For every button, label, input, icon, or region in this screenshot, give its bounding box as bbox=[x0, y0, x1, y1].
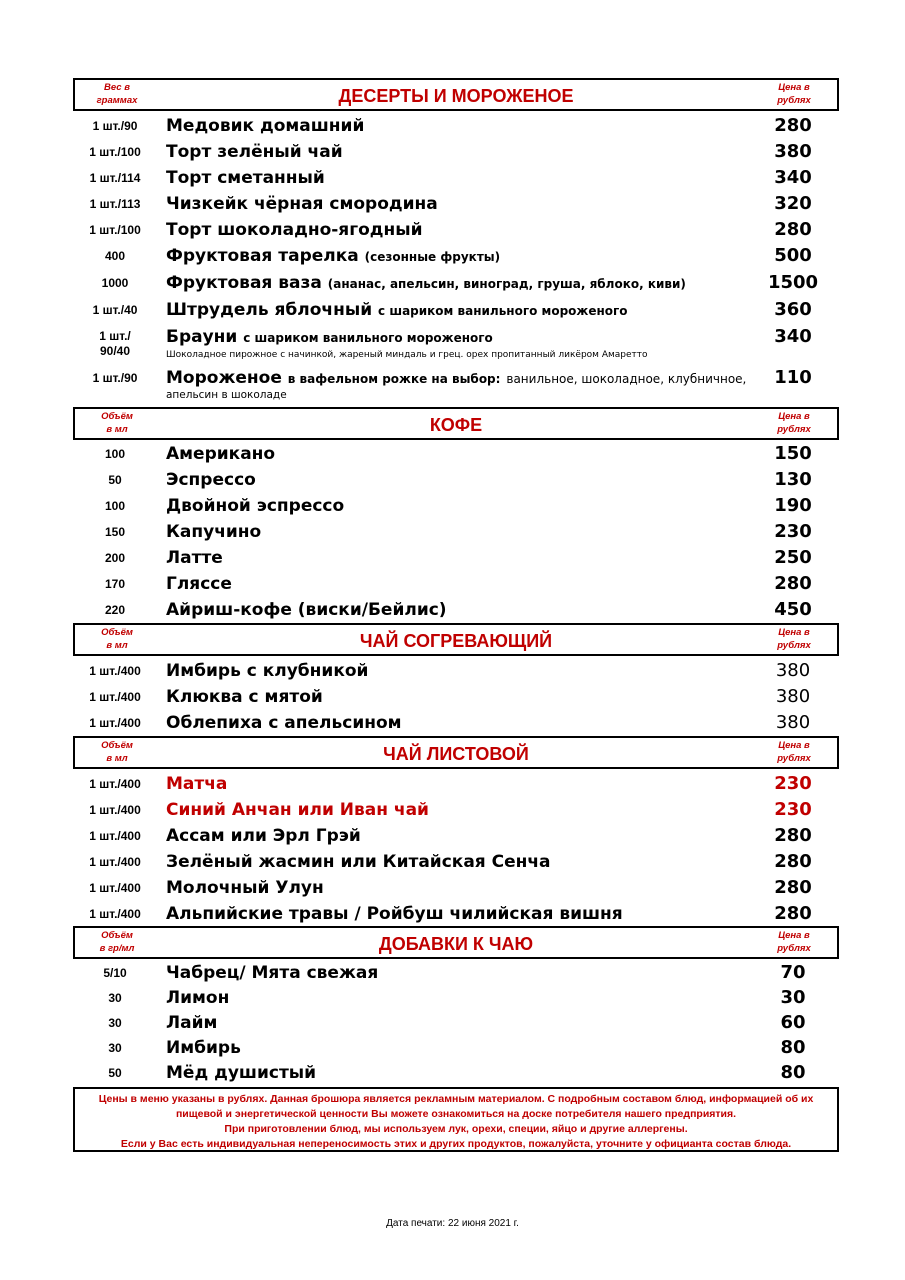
item-name bbox=[166, 1037, 766, 1059]
item-name-text: Лимон bbox=[166, 988, 230, 1008]
weight-column-header-line: Объём bbox=[101, 930, 133, 941]
item-price: 450 bbox=[774, 599, 812, 620]
item-portion: 200 bbox=[104, 551, 126, 565]
item-name bbox=[166, 495, 766, 517]
item-name bbox=[166, 141, 766, 163]
item-name bbox=[166, 443, 766, 465]
price-column-header-line: Цена в bbox=[778, 930, 810, 941]
item-name-text: Торт шоколадно-ягодный bbox=[166, 220, 423, 240]
item-portion: 1 шт./90 bbox=[92, 371, 138, 385]
item-name bbox=[166, 326, 766, 349]
item-name bbox=[166, 1062, 766, 1084]
weight-column-header bbox=[85, 410, 149, 436]
item-portion: 1 шт./114 bbox=[89, 171, 141, 185]
section-header bbox=[73, 736, 839, 769]
item-name-text: Штрудель яблочный bbox=[166, 300, 373, 320]
item-name-text: Чабрец/ Мята свежая bbox=[166, 963, 379, 983]
item-portion: 1 шт./400 bbox=[89, 716, 141, 730]
price-column-header bbox=[762, 410, 826, 436]
item-price: 60 bbox=[780, 1012, 806, 1033]
weight-column-header-line: Объём bbox=[101, 411, 133, 422]
weight-column-header-line: в мл bbox=[106, 424, 128, 435]
print-date: Дата печати: 22 июня 2021 г. bbox=[386, 1218, 519, 1229]
weight-column-header-line: в гр/мл bbox=[99, 943, 135, 954]
item-portion: 1 шт./400 bbox=[89, 855, 141, 869]
item-name-text: Матча bbox=[166, 774, 228, 794]
item-note: с шариком ванильного мороженого bbox=[378, 304, 628, 318]
item-name bbox=[166, 660, 766, 682]
price-column-header-line: Цена в bbox=[778, 627, 810, 638]
item-portion: 1 шт./40 bbox=[92, 303, 138, 317]
item-name-text: Молочный Улун bbox=[166, 878, 324, 898]
item-portion: 1 шт./113 bbox=[89, 197, 141, 211]
item-price: 280 bbox=[774, 219, 812, 240]
item-price: 280 bbox=[774, 903, 812, 924]
item-name bbox=[166, 962, 766, 984]
weight-column-header bbox=[85, 81, 149, 107]
item-price: 30 bbox=[780, 987, 806, 1008]
item-name bbox=[166, 167, 766, 189]
weight-column-header-line: Объём bbox=[101, 740, 133, 751]
item-note-options: ванильное, шоколадное, клубничное, bbox=[506, 372, 747, 386]
item-name bbox=[166, 903, 766, 925]
item-price: 130 bbox=[774, 469, 812, 490]
item-name bbox=[166, 686, 766, 708]
item-price: 80 bbox=[780, 1037, 806, 1058]
item-name bbox=[166, 851, 766, 873]
item-note: (сезонные фрукты) bbox=[364, 250, 501, 264]
item-portion: 1 шт./400 bbox=[89, 777, 141, 791]
weight-column-header-line: в мл bbox=[106, 753, 128, 764]
section-title: ЧАЙ СОГРЕВАЮЩИЙ bbox=[359, 631, 553, 651]
item-name-text: Альпийские травы / Ройбуш чилийская вишня bbox=[166, 904, 623, 924]
item-name bbox=[166, 299, 766, 322]
item-portion: 1 шт./400 bbox=[89, 690, 141, 704]
item-description: Шоколадное пирожное с начинкой, жареный миндаль и грец. орех пропитанный ликёром Амаретто bbox=[166, 350, 648, 360]
item-portion: 50 bbox=[108, 1066, 122, 1080]
item-price: 150 bbox=[774, 443, 812, 464]
item-name-text: Эспрессо bbox=[166, 470, 256, 490]
section-header bbox=[73, 623, 839, 656]
item-portion: 150 bbox=[104, 525, 126, 539]
weight-column-header bbox=[85, 929, 149, 955]
item-name bbox=[166, 773, 766, 795]
price-column-header bbox=[762, 626, 826, 652]
item-portion: 1 шт./400 bbox=[89, 907, 141, 921]
item-name-text: Облепиха с апельсином bbox=[166, 713, 402, 733]
item-name-text: Капучино bbox=[166, 522, 262, 542]
item-name bbox=[166, 245, 766, 268]
item-price: 280 bbox=[774, 115, 812, 136]
item-name-text: Зелёный жасмин или Китайская Сенча bbox=[166, 852, 551, 872]
item-name-text: Имбирь с клубникой bbox=[166, 661, 369, 681]
weight-column-header bbox=[85, 626, 149, 652]
price-column-header bbox=[762, 739, 826, 765]
item-note: в вафельном рожке на выбор: bbox=[287, 372, 501, 386]
section-header bbox=[73, 407, 839, 440]
price-column-header-line: Цена в bbox=[778, 740, 810, 751]
item-price: 230 bbox=[774, 799, 812, 820]
item-price: 110 bbox=[774, 367, 812, 388]
section-header bbox=[73, 926, 839, 959]
item-name bbox=[166, 573, 766, 595]
section-title: ДЕСЕРТЫ И МОРОЖЕНОЕ bbox=[338, 86, 574, 106]
price-column-header-line: рублях bbox=[777, 753, 811, 764]
item-name bbox=[166, 799, 766, 821]
item-portion: 1 шт./400 bbox=[89, 829, 141, 843]
item-name bbox=[166, 193, 766, 215]
section-title: ЧАЙ ЛИСТОВОЙ bbox=[383, 744, 529, 764]
item-name-text: Латте bbox=[166, 548, 223, 568]
item-name-text: Клюква с мятой bbox=[166, 687, 323, 707]
item-name-text: Синий Анчан или Иван чай bbox=[166, 800, 429, 820]
item-name bbox=[166, 219, 766, 241]
item-name-text: Чизкейк чёрная смородина bbox=[166, 194, 438, 214]
item-portion: 30 bbox=[108, 991, 122, 1005]
item-name-text: Торт сметанный bbox=[166, 168, 325, 188]
item-name bbox=[166, 825, 766, 847]
item-portion: 50 bbox=[108, 473, 122, 487]
item-note: с шариком ванильного мороженого bbox=[243, 331, 493, 345]
notice-line: При приготовлении блюд, мы используем лук, орехи, специи, яйцо и другие аллергены. bbox=[224, 1123, 688, 1135]
item-name-text: Американо bbox=[166, 444, 276, 464]
item-portion: 400 bbox=[104, 249, 126, 263]
item-portion: 30 bbox=[108, 1016, 122, 1030]
item-price: 280 bbox=[774, 825, 812, 846]
weight-column-header-line: Вес в bbox=[104, 82, 130, 93]
weight-column-header-line: в мл bbox=[106, 640, 128, 651]
item-name-text: Брауни bbox=[166, 327, 238, 347]
item-name bbox=[166, 1012, 766, 1034]
item-description: апельсин в шоколаде bbox=[166, 389, 287, 401]
item-portion: 100 bbox=[104, 499, 126, 513]
item-name bbox=[166, 469, 766, 491]
item-name bbox=[166, 272, 766, 295]
item-name bbox=[166, 599, 766, 621]
price-column-header-line: рублях bbox=[777, 640, 811, 651]
item-price: 380 bbox=[775, 660, 811, 681]
item-price: 280 bbox=[774, 851, 812, 872]
item-portion: 5/10 bbox=[103, 966, 127, 980]
price-column-header bbox=[762, 81, 826, 107]
item-price: 280 bbox=[774, 877, 812, 898]
item-name bbox=[166, 521, 766, 543]
item-portion: 170 bbox=[104, 577, 126, 591]
item-portion-line: 1 шт./ bbox=[99, 329, 131, 343]
price-column-header-line: Цена в bbox=[778, 411, 810, 422]
weight-column-header bbox=[85, 739, 149, 765]
section-header bbox=[73, 78, 839, 111]
price-column-header-line: рублях bbox=[777, 424, 811, 435]
item-name-text: Медовик домашний bbox=[166, 116, 365, 136]
notice-line: Если у Вас есть индивидуальная непереносимость этих и других продуктов, пожалуйста, уточните у официанта состав блюда. bbox=[120, 1138, 792, 1150]
item-price: 340 bbox=[774, 326, 812, 347]
item-name-text: Фруктовая тарелка bbox=[166, 246, 359, 266]
item-price: 1500 bbox=[767, 272, 819, 293]
item-price: 250 bbox=[774, 547, 812, 568]
item-price: 70 bbox=[780, 962, 806, 983]
price-column-header-line: рублях bbox=[777, 95, 811, 106]
item-portion: 1 шт./100 bbox=[89, 145, 141, 159]
item-name-text: Двойной эспрессо bbox=[166, 496, 345, 516]
section-title: КОФЕ bbox=[429, 415, 483, 435]
item-price: 380 bbox=[775, 686, 811, 707]
item-price: 380 bbox=[775, 712, 811, 733]
item-note: (ананас, апельсин, виноград, груша, яблоко, киви) bbox=[327, 277, 686, 291]
item-portion bbox=[73, 329, 157, 359]
item-portion: 1 шт./400 bbox=[89, 803, 141, 817]
item-price: 320 bbox=[774, 193, 812, 214]
item-portion: 100 bbox=[104, 447, 126, 461]
weight-column-header-line: Объём bbox=[101, 627, 133, 638]
item-price: 80 bbox=[780, 1062, 806, 1083]
notice-line: Цены в меню указаны в рублях. Данная брошюра является рекламным материалом. С подробным составом блюд, информацией об их bbox=[98, 1093, 814, 1105]
item-name bbox=[166, 115, 766, 137]
item-name-text: Торт зелёный чай bbox=[166, 142, 343, 162]
item-portion: 30 bbox=[108, 1041, 122, 1055]
item-portion: 1 шт./90 bbox=[92, 119, 138, 133]
item-portion: 1 шт./400 bbox=[89, 881, 141, 895]
allergen-notice bbox=[73, 1087, 839, 1152]
price-column-header-line: рублях bbox=[777, 943, 811, 954]
item-name-text: Мёд душистый bbox=[166, 1063, 317, 1083]
item-name-text: Мороженое bbox=[166, 368, 282, 388]
item-name-text: Лайм bbox=[166, 1013, 218, 1033]
item-name-text: Гляссе bbox=[166, 574, 232, 594]
item-portion: 1 шт./400 bbox=[89, 664, 141, 678]
weight-column-header-line: граммах bbox=[96, 95, 138, 106]
item-price: 190 bbox=[774, 495, 812, 516]
item-price: 380 bbox=[774, 141, 812, 162]
item-price: 360 bbox=[774, 299, 812, 320]
item-portion: 220 bbox=[104, 603, 126, 617]
item-price: 230 bbox=[774, 521, 812, 542]
item-portion: 1000 bbox=[101, 276, 129, 290]
price-column-header bbox=[762, 929, 826, 955]
item-portion: 1 шт./100 bbox=[89, 223, 141, 237]
notice-line: пищевой и энергетической ценности Вы можете ознакомиться на доске потребителя нашего предприятия. bbox=[175, 1108, 737, 1120]
item-name bbox=[166, 547, 766, 569]
item-portion-line: 90/40 bbox=[99, 344, 131, 358]
price-column-header-line: Цена в bbox=[778, 82, 810, 93]
item-name-text: Имбирь bbox=[166, 1038, 241, 1058]
item-name-text: Ассам или Эрл Грэй bbox=[166, 826, 361, 846]
item-name bbox=[166, 877, 766, 899]
item-price: 280 bbox=[774, 573, 812, 594]
section-title: ДОБАВКИ К ЧАЮ bbox=[378, 934, 534, 954]
item-name bbox=[166, 987, 766, 1009]
item-name bbox=[166, 712, 766, 734]
item-name-text: Фруктовая ваза bbox=[166, 273, 322, 293]
item-price: 500 bbox=[774, 245, 812, 266]
item-price: 340 bbox=[774, 167, 812, 188]
item-price: 230 bbox=[774, 773, 812, 794]
item-name-text: Айриш-кофе (виски/Бейлис) bbox=[166, 600, 447, 620]
